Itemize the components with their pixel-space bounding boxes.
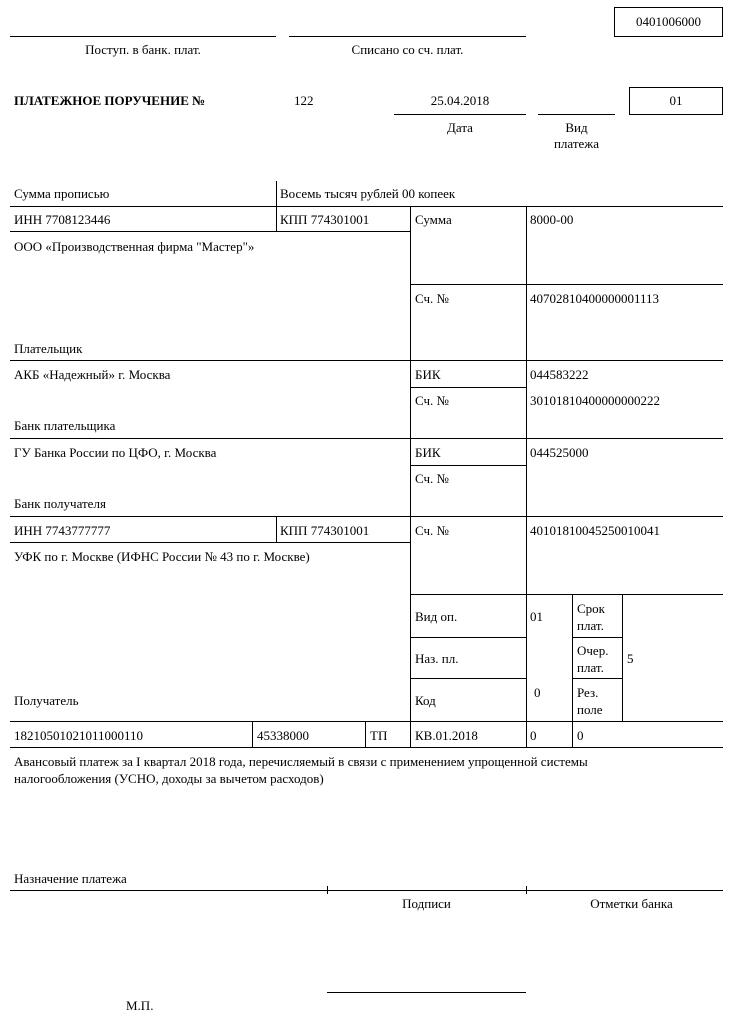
grid-line xyxy=(10,516,723,517)
grid-line xyxy=(10,231,410,232)
form-code: 0401006000 xyxy=(636,14,701,29)
ocher-value: 5 xyxy=(627,651,634,666)
recipient-account-value: 40101810045250010041 xyxy=(530,523,660,538)
received-label: Поступ. в банк. плат. xyxy=(85,42,201,57)
tax-doc-date: 0 xyxy=(577,728,584,743)
grid-line xyxy=(410,206,411,747)
payment-type-label-2: платежа xyxy=(553,136,600,151)
recipient-name: УФК по г. Москве (ИФНС России № 43 по г. Москве) xyxy=(14,549,310,564)
grid-line xyxy=(276,181,277,206)
kod-label: Код xyxy=(415,693,436,708)
grid-line xyxy=(410,465,526,466)
code-box xyxy=(629,87,723,115)
tax-period: КВ.01.2018 xyxy=(415,728,478,743)
payer-bank-bik-label: БИК xyxy=(415,367,441,382)
grid-line xyxy=(10,747,723,748)
bank-marks-label: Отметки банка xyxy=(590,896,673,911)
recipient-bank-label: Банк получателя xyxy=(14,496,106,511)
stamp-label: М.П. xyxy=(126,998,154,1013)
date-line xyxy=(394,114,526,115)
grid-line xyxy=(622,594,623,721)
vid-op-label: Вид оп. xyxy=(415,609,458,624)
purpose-label: Назначение платежа xyxy=(14,871,127,886)
rez-label-1: Рез. xyxy=(577,685,599,700)
code-value: 01 xyxy=(669,93,683,108)
grid-line xyxy=(410,637,526,638)
recipient-kpp: КПП 774301001 xyxy=(280,523,370,538)
kod-value: 0 xyxy=(534,685,541,700)
naz-pl-label: Наз. пл. xyxy=(415,651,459,666)
recipient-bank-bik-label: БИК xyxy=(415,445,441,460)
payer-bank-account-value: 30101810400000000222 xyxy=(530,393,660,408)
payer-name: ООО «Производственная фирма "Мастер"» xyxy=(14,239,255,254)
ocher-label-2: плат. xyxy=(577,660,604,675)
grid-line xyxy=(410,284,723,285)
document-number: 122 xyxy=(294,93,314,108)
recipient-inn: ИНН 7743777777 xyxy=(14,523,111,538)
tax-oktmo: 45338000 xyxy=(257,728,309,743)
grid-line xyxy=(252,721,253,747)
document-date: 25.04.2018 xyxy=(430,93,490,108)
payer-bank-label: Банк плательщика xyxy=(14,418,116,433)
srok-label-2: плат. xyxy=(577,618,604,633)
amount-words-value: Восемь тысяч рублей 00 копеек xyxy=(280,186,456,201)
debited-line xyxy=(289,36,526,37)
debited-label: Списано со сч. плат. xyxy=(351,42,464,57)
grid-line xyxy=(410,387,526,388)
payer-label: Плательщик xyxy=(14,341,83,356)
grid-line xyxy=(10,206,723,207)
grid-line xyxy=(10,542,410,543)
payment-type-label-1: Вид xyxy=(565,120,588,135)
grid-line xyxy=(410,594,723,595)
payer-account-label: Сч. № xyxy=(415,291,449,306)
grid-line xyxy=(526,206,527,747)
rez-label-2: поле xyxy=(577,702,603,717)
purpose-text: Авансовый платеж за I квартал 2018 года, перечисляемый в связи с применением упрощенной системы налогообложения (УСНО, доходы за вычетом расходов) xyxy=(14,754,588,786)
recipient-bank-name: ГУ Банка России по ЦФО, г. Москва xyxy=(14,445,217,460)
grid-line xyxy=(10,360,723,361)
grid-line xyxy=(365,721,366,747)
payer-bank-account-label: Сч. № xyxy=(415,393,449,408)
footer-divider xyxy=(327,886,328,894)
recipient-bank-bik-value: 044525000 xyxy=(530,445,589,460)
date-label: Дата xyxy=(447,120,473,135)
recipient-account-label: Сч. № xyxy=(415,523,449,538)
vid-op-value: 01 xyxy=(530,609,543,624)
payer-account-value: 40702810400000001113 xyxy=(530,291,660,306)
signature-line xyxy=(327,992,526,993)
payer-bank-name: АКБ «Надежный» г. Москва xyxy=(14,367,171,382)
grid-line xyxy=(572,678,622,679)
recipient-label: Получатель xyxy=(14,693,79,708)
payer-sum-label: Сумма xyxy=(415,212,452,227)
payer-sum-value: 8000-00 xyxy=(530,212,574,227)
grid-line xyxy=(572,594,573,747)
ocher-label-1: Очер. xyxy=(577,643,609,658)
footer-divider xyxy=(526,886,527,894)
grid-line xyxy=(276,516,277,542)
payment-type-line xyxy=(538,114,615,115)
signatures-label: Подписи xyxy=(402,896,451,911)
tax-basis: ТП xyxy=(370,728,388,743)
srok-label-1: Срок xyxy=(577,601,605,616)
tax-kbk: 18210501021011000110 xyxy=(14,728,144,743)
grid-line xyxy=(572,637,622,638)
tax-doc-number: 0 xyxy=(530,728,537,743)
payer-inn: ИНН 7708123446 xyxy=(14,212,111,227)
payer-bank-bik-value: 044583222 xyxy=(530,367,589,382)
amount-words-label: Сумма прописью xyxy=(14,186,110,201)
payer-kpp: КПП 774301001 xyxy=(280,212,370,227)
grid-line xyxy=(10,438,723,439)
document-title: ПЛАТЕЖНОЕ ПОРУЧЕНИЕ № xyxy=(14,93,206,108)
recipient-bank-account-label: Сч. № xyxy=(415,471,449,486)
grid-line xyxy=(10,721,723,722)
grid-line xyxy=(276,206,277,231)
grid-line xyxy=(410,678,526,679)
received-line xyxy=(10,36,276,37)
form-code-box xyxy=(614,7,723,37)
grid-line xyxy=(10,890,723,891)
